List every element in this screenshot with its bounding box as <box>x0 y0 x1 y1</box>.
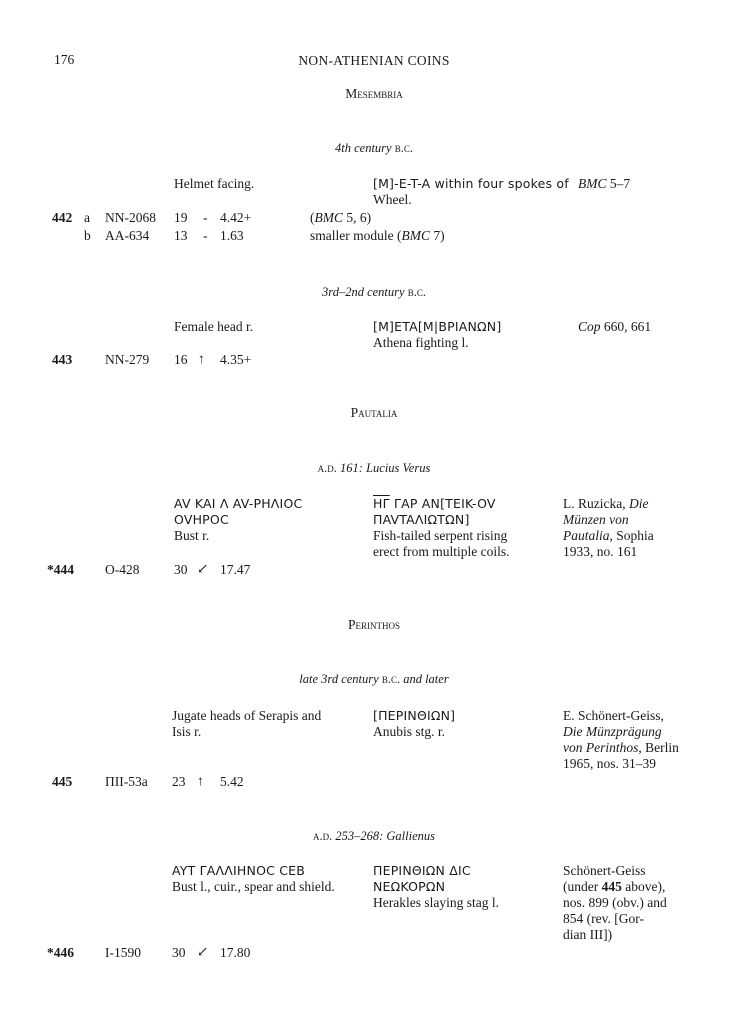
era-label: a.d. <box>312 829 333 843</box>
obverse-line: Isis r. <box>172 724 202 739</box>
reverse-line: erect from multiple coils. <box>373 544 510 559</box>
diameter: 23 <box>172 774 186 789</box>
reference-line: Die Münzprägung <box>563 724 662 739</box>
die-axis: ↑ <box>198 351 205 366</box>
diameter: 13 <box>174 228 188 243</box>
catalog-number: *446 <box>47 945 74 960</box>
reverse-line: [M]-E-T-A within four spokes of <box>373 176 569 191</box>
catalog-number: 445 <box>52 774 73 789</box>
reverse-line: Wheel. <box>373 192 412 207</box>
mint-heading-pautalia: Pautalia <box>350 405 398 420</box>
inventory-number: NN-2068 <box>105 210 156 225</box>
row-note: (BMC 5, 6) <box>310 210 372 225</box>
mint-heading-mesembria: Mesembria <box>345 86 403 101</box>
reference-line: 854 (rev. [Gor- <box>563 911 644 926</box>
obverse-legend: AV KAI Λ AV-PHΛIOC <box>174 496 303 511</box>
reference <box>563 863 667 943</box>
reverse-line: Athena fighting l. <box>373 335 469 350</box>
period-text: 161: Lucius Verus <box>336 461 431 475</box>
reference-line: 1965, nos. 31–39 <box>563 756 657 771</box>
running-head: NON-ATHENIAN COINS <box>298 53 450 68</box>
inventory-number: ΠΙΙ-53a <box>105 774 148 789</box>
era-label: b.c. <box>381 672 401 686</box>
diameter: 19 <box>174 210 188 225</box>
die-axis: - <box>203 228 208 243</box>
reverse-legend: $\overline{H\Gamma}$ ΓAP AN[TEIK-OV <box>373 496 496 511</box>
reverse-description <box>373 319 501 351</box>
diameter: 30 <box>174 562 188 577</box>
weight: 4.35+ <box>220 352 252 367</box>
reverse-legend: [M]ETA[M|BPIANΩN] <box>373 319 502 334</box>
catalog-number: 443 <box>52 352 73 367</box>
weight: 4.42+ <box>220 210 252 225</box>
reference-line: Münzen von <box>563 512 629 527</box>
era-label: b.c. <box>394 141 413 155</box>
era-label: a.d. <box>317 461 337 475</box>
reverse-legend: ΠAVTAΛIΩTΩN] <box>373 512 470 527</box>
reverse-description <box>373 863 499 911</box>
reference-line: (under 445 above), <box>563 879 666 894</box>
obverse-description <box>172 863 335 895</box>
period-heading <box>0 828 748 844</box>
obverse-legend: AYT ΓAΛΛIHNOC CEB <box>172 863 306 878</box>
die-axis: ↑ <box>197 773 204 788</box>
die-axis: - <box>203 210 208 225</box>
inventory-number: NN-279 <box>105 352 150 367</box>
reference-line: nos. 899 (obv.) and <box>563 895 667 910</box>
period-text: late 3rd century <box>299 672 382 686</box>
weight: 5.42 <box>220 774 244 789</box>
variant-letter: b <box>84 228 91 243</box>
obverse-description <box>172 708 321 740</box>
reference: Cop 660, 661 <box>578 319 652 334</box>
reverse-line: Fish-tailed serpent rising <box>373 528 508 543</box>
weight: 1.63 <box>220 228 244 243</box>
die-axis: ↙ <box>197 944 209 959</box>
reverse-legend: ΠEPINΘIΩN ΔIC <box>373 863 471 878</box>
weight: 17.47 <box>220 562 251 577</box>
reference: BMC 5–7 <box>578 176 631 191</box>
obverse-line: Bust l., cuir., spear and shield. <box>172 879 335 894</box>
obverse-legend: OVHPOC <box>174 512 229 527</box>
period-text: 253–268: Gallienus <box>332 829 436 843</box>
period-text: 3rd–2nd century <box>322 285 408 299</box>
reference-line: Pautalia, Sophia <box>563 528 654 543</box>
period-heading <box>0 140 748 156</box>
reverse-description <box>373 176 569 208</box>
obverse-line: Bust r. <box>174 528 210 543</box>
reverse-description <box>373 496 509 560</box>
obverse-line: Jugate heads of Serapis and <box>172 708 322 723</box>
catalog-number: *444 <box>47 562 74 577</box>
reverse-line: Herakles slaying stag l. <box>373 895 499 910</box>
obverse-description: Helmet facing. <box>174 176 255 191</box>
page-number: 176 <box>54 52 75 67</box>
era-label: b.c. <box>407 285 426 299</box>
diameter: 16 <box>174 352 188 367</box>
period-heading <box>0 284 748 300</box>
reference-line: E. Schönert-Geiss, <box>563 708 664 723</box>
reference <box>563 496 654 560</box>
inventory-number: I-1590 <box>105 945 141 960</box>
weight: 17.80 <box>220 945 251 960</box>
reference-line: von Perinthos, Berlin <box>563 740 679 755</box>
obverse-description <box>174 496 302 544</box>
reverse-line: Anubis stg. r. <box>373 724 446 739</box>
period-text: and later <box>400 672 449 686</box>
die-axis: ↙ <box>197 561 209 576</box>
obverse-description: Female head r. <box>174 319 254 334</box>
catalog-number: 442 <box>52 210 73 225</box>
reference <box>563 708 679 772</box>
period-text: 4th century <box>335 141 395 155</box>
reference-line: Schönert-Geiss <box>563 863 646 878</box>
inventory-number: O-428 <box>105 562 140 577</box>
row-note: smaller module (BMC 7) <box>310 228 445 243</box>
mint-heading-perinthos: Perinthos <box>347 617 400 632</box>
period-heading <box>0 460 748 476</box>
reference-line: L. Ruzicka, Die <box>563 496 649 511</box>
diameter: 30 <box>172 945 186 960</box>
reverse-description <box>373 708 455 740</box>
reference-line: dian III]) <box>563 927 613 942</box>
inventory-number: AA-634 <box>105 228 150 243</box>
period-heading <box>0 671 748 687</box>
reverse-legend: NEΩKOPΩN <box>373 879 446 894</box>
variant-letter: a <box>84 210 90 225</box>
reverse-legend: [ΠEPINΘIΩN] <box>373 708 456 723</box>
reference-line: 1933, no. 161 <box>563 544 638 559</box>
